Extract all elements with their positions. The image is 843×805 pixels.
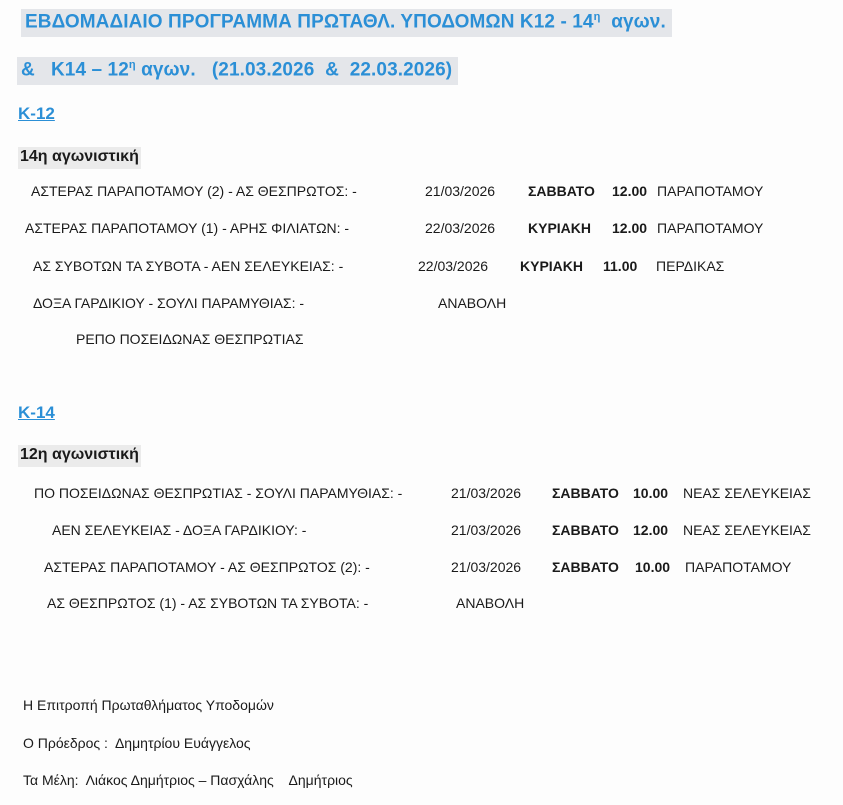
match-teams: ΑΕΝ ΣΕΛΕΥΚΕΙΑΣ - ΔΟΞΑ ΓΑΡΔΙΚΙΟΥ: - (52, 522, 307, 538)
match-venue: ΠΕΡΔΙΚΑΣ (656, 258, 725, 274)
match-day: ΣΑΒΒΑΤΟ (552, 522, 619, 538)
title-text-end: αγων. (600, 11, 666, 33)
match-teams: ΑΣΤΕΡΑΣ ΠΑΡΑΠΟΤΑΜΟΥ (2) - ΑΣ ΘΕΣΠΡΩΤΟΣ: - (31, 183, 357, 199)
match-day: ΚΥΡΙΑΚΗ (520, 258, 584, 274)
match-time: 12.00 (612, 183, 648, 199)
title-line-2 (17, 57, 458, 85)
members-line: Τα Μέλη: Λιάκος Δημήτριος – Πασχάλης Δημήτριος (23, 772, 353, 788)
match-time: 12.00 (612, 220, 648, 236)
title2-text: & Κ14 – 12 (21, 59, 129, 81)
match-teams: ΠΟ ΠΟΣΕΙΔΩΝΑΣ ΘΕΣΠΡΩΤΙΑΣ - ΣΟΥΛΙ ΠΑΡΑΜΥΘΙΑΣ: - (34, 485, 403, 501)
section-k12: Κ-12 (18, 104, 55, 123)
match-teams: ΑΣ ΘΕΣΠΡΩΤΟΣ (1) - ΑΣ ΣΥΒΟΤΩΝ ΤΑ ΣΥΒΟΤΑ: - (47, 595, 369, 611)
match-teams: ΑΣΤΕΡΑΣ ΠΑΡΑΠΟΤΑΜΟΥ (1) - ΑΡΗΣ ΦΙΛΙΑΤΩΝ: - (25, 220, 350, 236)
match-date: 21/03/2026 (451, 522, 522, 538)
match-time: 11.00 (603, 258, 638, 274)
match-venue: ΝΕΑΣ ΣΕΛΕΥΚΕΙΑΣ (683, 522, 811, 538)
section-k14: Κ-14 (18, 403, 55, 422)
round-heading-k12: 14η αγωνιστική (18, 147, 141, 169)
match-status: ΑΝΑΒΟΛΗ (438, 295, 507, 311)
match-venue: ΠΑΡΑΠΟΤΑΜΟΥ (685, 559, 792, 575)
title-sup: η (593, 11, 601, 23)
match-teams: ΔΟΞΑ ΓΑΡΔΙΚΙΟΥ - ΣΟΥΛΙ ΠΑΡΑΜΥΘΙΑΣ: - (33, 295, 305, 311)
match-date: 22/03/2026 (418, 258, 489, 274)
committee-name: Η Επιτροπή Πρωταθλήματος Υποδομών (23, 697, 274, 713)
title2-sup: η (128, 59, 136, 71)
match-date: 21/03/2026 (451, 485, 522, 501)
match-day: ΣΑΒΒΑΤΟ (552, 485, 619, 501)
match-day: ΣΑΒΒΑΤΟ (528, 183, 595, 199)
title2-text-end: αγων. (21.03.2026 & 22.03.2026) (135, 59, 453, 81)
match-date: 21/03/2026 (425, 183, 496, 199)
match-time: 12.00 (633, 522, 669, 538)
match-day: ΣΑΒΒΑΤΟ (552, 559, 619, 575)
match-venue: ΝΕΑΣ ΣΕΛΕΥΚΕΙΑΣ (683, 485, 811, 501)
match-venue: ΠΑΡΑΠΟΤΑΜΟΥ (657, 183, 764, 199)
round-heading-k14: 12η αγωνιστική (18, 445, 141, 467)
match-time: 10.00 (635, 559, 671, 575)
match-date: 22/03/2026 (425, 220, 496, 236)
match-status: ΑΝΑΒΟΛΗ (456, 595, 525, 611)
match-day: ΚΥΡΙΑΚΗ (528, 220, 592, 236)
president-line: Ο Πρόεδρος : Δημητρίου Ευάγγελος (23, 735, 251, 751)
k12-rest-team: ΡΕΠΟ ΠΟΣΕΙΔΩΝΑΣ ΘΕΣΠΡΩΤΙΑΣ (76, 331, 304, 347)
match-time: 10.00 (633, 485, 669, 501)
match-teams: ΑΣΤΕΡΑΣ ΠΑΡΑΠΟΤΑΜΟΥ - ΑΣ ΘΕΣΠΡΩΤΟΣ (2): - (44, 559, 370, 575)
title-text: ΕΒΔΟΜΑΔΙΑΙΟ ΠΡΟΓΡΑΜΜΑ ΠΡΩΤΑΘΛ. ΥΠΟΔΟΜΩΝ Κ12 - 14 (25, 11, 594, 33)
title-line-1 (21, 9, 672, 37)
match-date: 21/03/2026 (451, 559, 522, 575)
match-teams: ΑΣ ΣΥΒΟΤΩΝ ΤΑ ΣΥΒΟΤΑ - ΑΕΝ ΣΕΛΕΥΚΕΙΑΣ: - (33, 258, 344, 274)
match-venue: ΠΑΡΑΠΟΤΑΜΟΥ (657, 220, 764, 236)
